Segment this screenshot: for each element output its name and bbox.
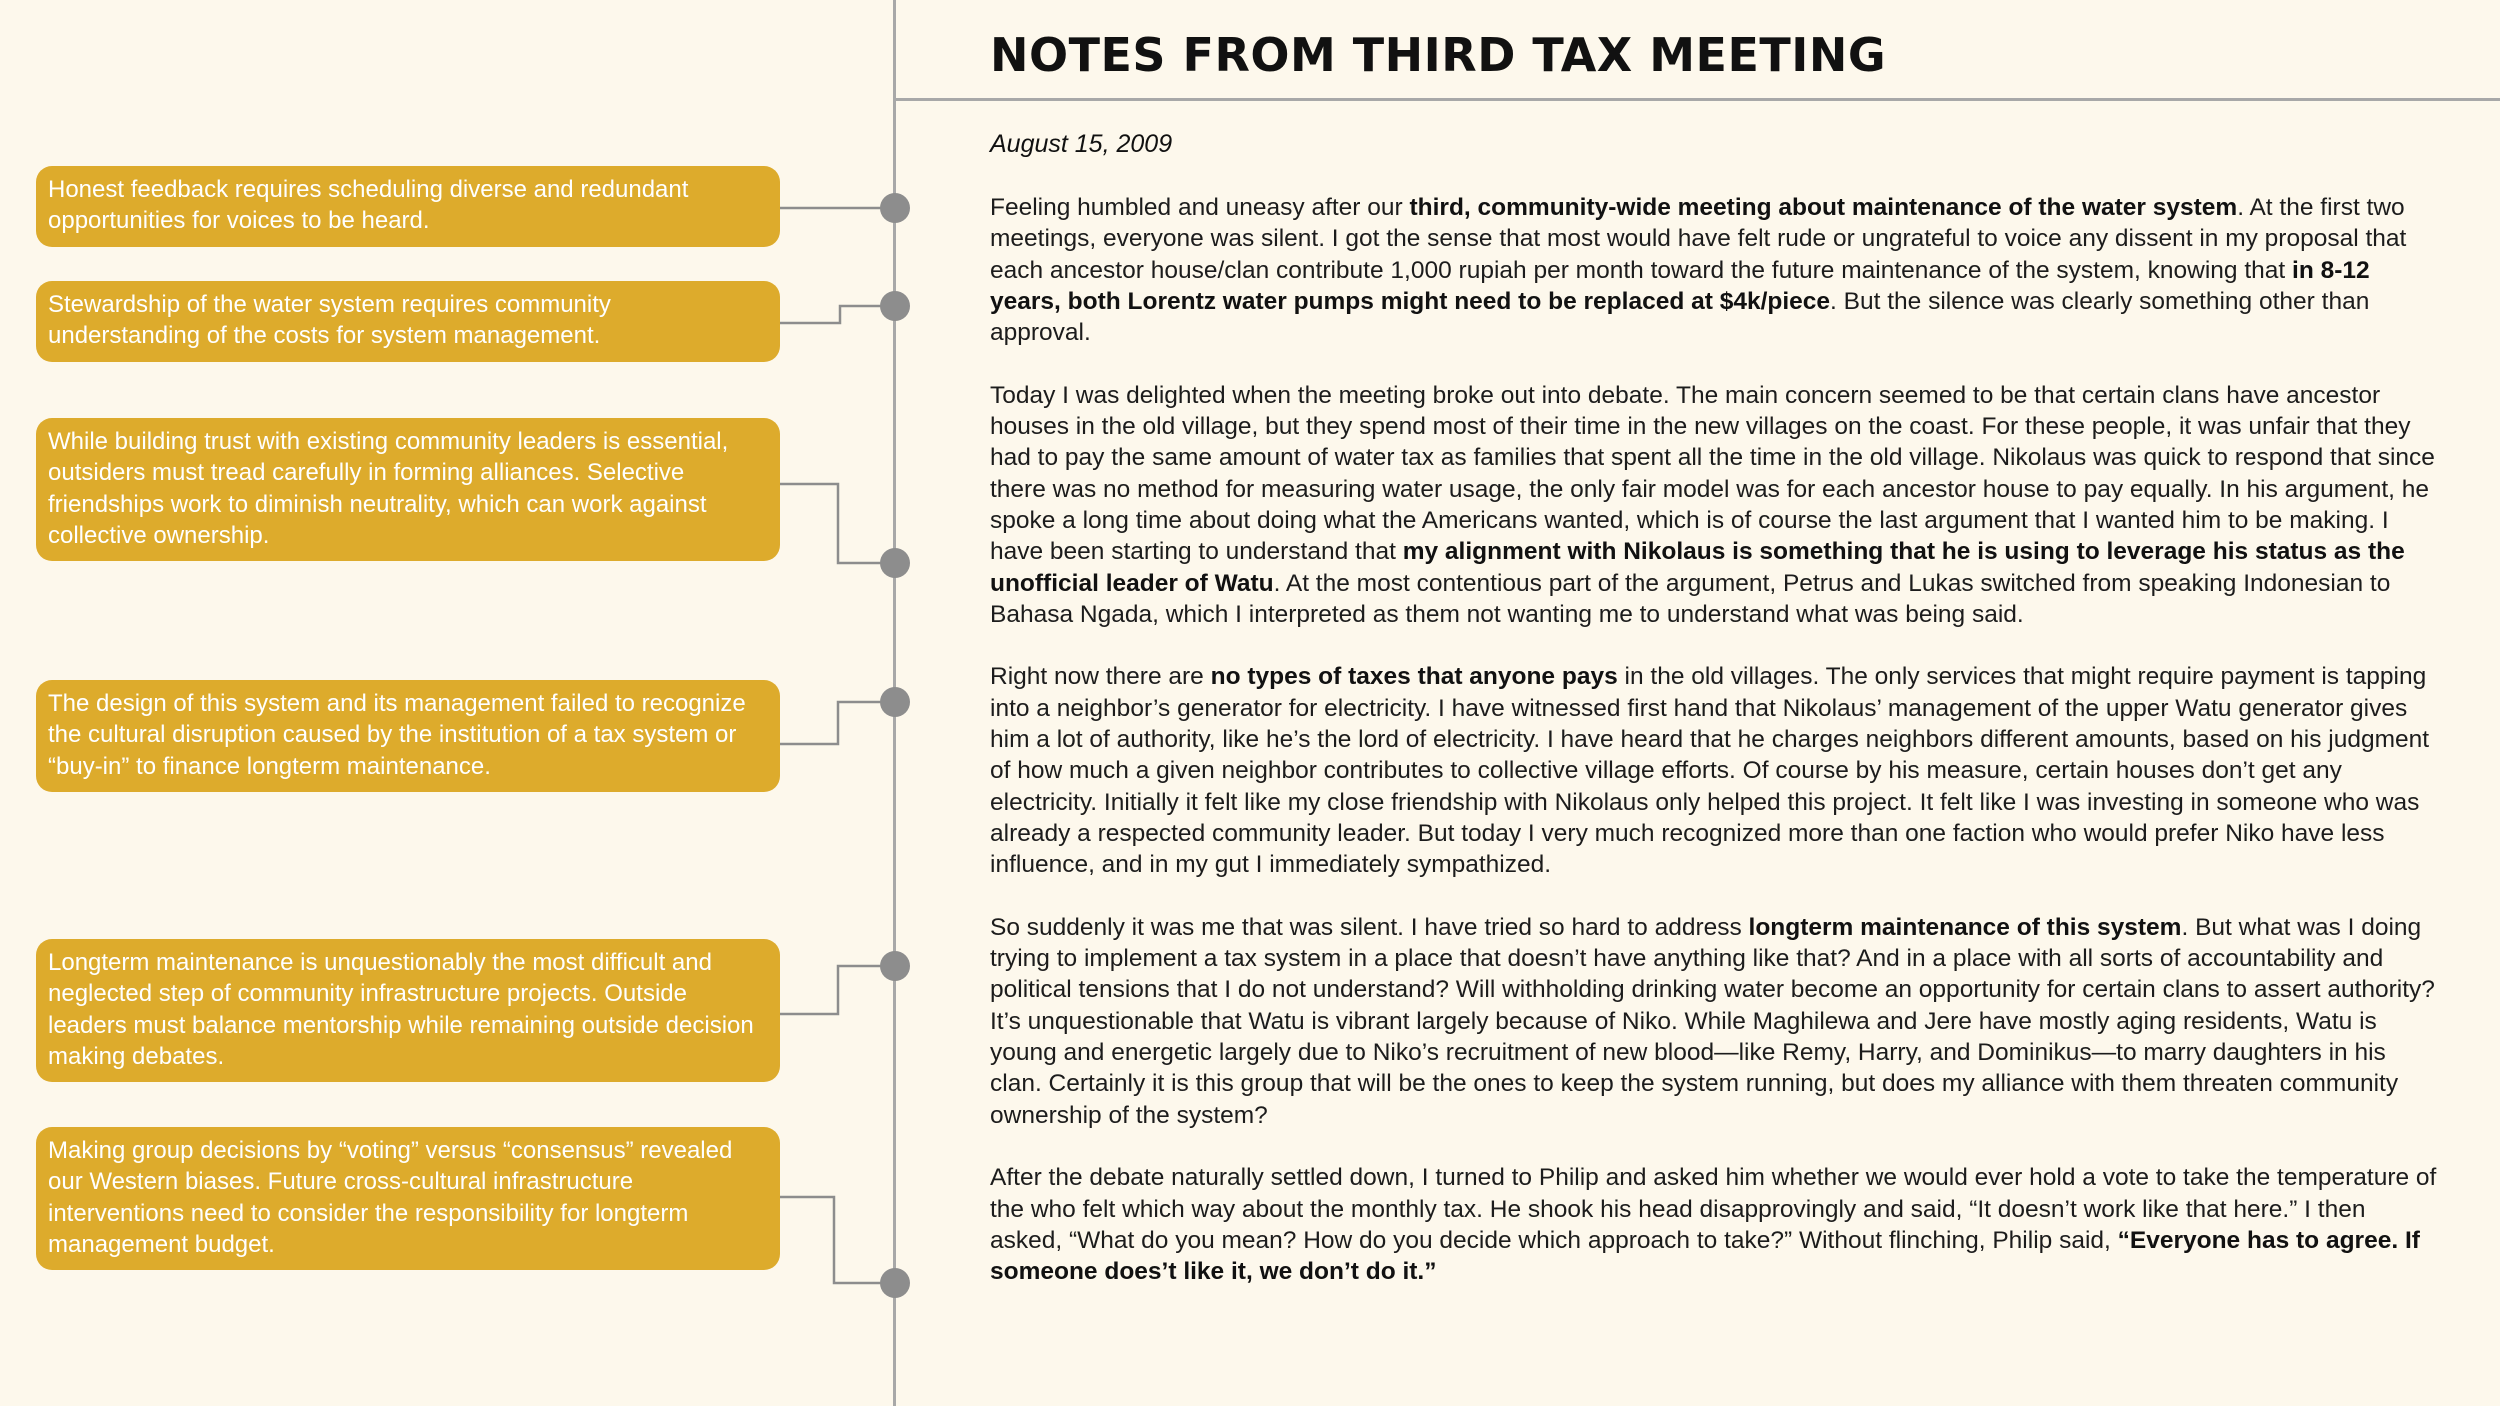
- emphasis-text: in 8-12 years, both Lorentz water pumps might need to be replaced at $4k/piece: [990, 256, 2370, 315]
- journal-paragraph: [990, 380, 2440, 630]
- connector-6: [780, 1197, 895, 1283]
- body-text: Feeling humbled and uneasy after our: [990, 194, 1410, 221]
- body-text: So suddenly it was me that was silent. I have tried so hard to address: [990, 913, 1749, 941]
- emphasis-text: third, community-wide meeting about maintenance of the water system: [1409, 194, 2238, 221]
- body-text: . At the most contentious part of the argument, Petrus and Lukas switched from speaking Indonesian to Bahasa Ngada, which I interpreted as them not wanting me to understand what was being said.: [990, 569, 2391, 628]
- timeline-dot: [880, 291, 910, 321]
- insight-callout: Longterm maintenance is unquestionably the most difficult and neglected step of community infrastructure projects. Outside leaders must balance mentorship while remaining outside decision making debates.: [36, 939, 780, 1082]
- timeline-dot: [880, 548, 910, 578]
- body-text: . At the first two meetings, everyone was silent. I got the sense that most would have felt rude or ungrateful to voice any dissent in my proposal that each ancestor house/clan contribute 1,000 rupiah per month toward the future maintenance of the system, knowing that: [990, 194, 2407, 284]
- journal-paragraph: [990, 1162, 2440, 1287]
- insight-callout: While building trust with existing community leaders is essential, outsiders must tread carefully in forming alliances. Selective friendships work to diminish neutrality, which can work against collective ownership.: [36, 418, 780, 561]
- emphasis-text: my alignment with Nikolaus is something that he is using to leverage his status as the unofficial leader of Watu: [990, 538, 2405, 597]
- journal-paragraph: [990, 912, 2440, 1131]
- body-text: After the debate naturally settled down, I turned to Philip and asked him whether we would ever hold a vote to take the temperature of the who felt which way about the monthly tax. He shook his head disapprovingly and said, “It doesn’t work like that here.” I then asked, “What do you mean? How do you decide which approach to take?” Without flinching, Philip said,: [990, 1164, 2437, 1254]
- journal-paragraph: [990, 192, 2440, 348]
- emphasis-text: “Everyone has to agree. If someone does’t like it, we don’t do it.”: [990, 1226, 2420, 1286]
- connector-4: [780, 702, 895, 744]
- insight-callout: Making group decisions by “voting” versus “consensus” revealed our Western biases. Future cross-cultural infrastructure interventions need to consider the responsibility for longterm management budget.: [36, 1127, 780, 1270]
- connector-3: [780, 484, 895, 563]
- body-text: Today I was delighted when the meeting broke out into debate. The main concern seemed to be that certain clans have ancestor houses in the old village, but they spend most of their time in the new villages on the coast. For these people, it was unfair that they had to pay the same amount of water tax as families that spent all the time in the old village. Nikolaus was quick to respond that since there was no method for measuring water usage, the only fair model was for each ancestor house to pay equally. In his argument, he spoke a long time about doing what the Americans wanted, which is of course the last argument that I wanted him to be making. I have been starting to understand that: [990, 381, 2435, 566]
- insight-callout: The design of this system and its management failed to recognize the cultural disruption caused by the institution of a tax system or “buy-in” to finance longterm maintenance.: [36, 680, 780, 792]
- entry-date: August 15, 2009: [990, 130, 1173, 158]
- emphasis-text: no types of taxes that anyone pays: [1210, 663, 1618, 691]
- connector-2: [780, 306, 895, 323]
- journal-body: [990, 192, 2440, 1319]
- body-text: . But what was I doing trying to implement a tax system in a place that doesn’t have anything like that? And in a place with all sorts of accountability and political tensions that I do not understand? Will withholding drinking water become an opportunity for certain clans to assert authority? It’s unquestionable that Watu is vibrant largely because of Niko. While Maghilewa and Jere have mostly aging residents, Watu is young and energetic largely due to Niko’s recruitment of new blood—like Remy, Harry, and Dominikus—to marry daughters in his clan. Certainly it is this group that will be the ones to keep the system running, but does my alliance with them threaten community ownership of the system?: [990, 913, 2435, 1129]
- insight-callout: Honest feedback requires scheduling diverse and redundant opportunities for voices to be heard.: [36, 166, 780, 247]
- journal-paragraph: [990, 661, 2440, 880]
- emphasis-text: longterm maintenance of this system: [1748, 913, 2182, 941]
- timeline-dot: [880, 193, 910, 223]
- body-text: Right now there are: [990, 663, 1211, 691]
- page-title: NOTES FROM THIRD TAX MEETING: [990, 28, 1887, 82]
- body-text: in the old villages. The only services that might require payment is tapping into a neighbor’s generator for electricity. I have witnessed first hand that Nikolaus’ management of the upper Watu generator gives him a lot of authority, like he’s the lord of electricity. I have heard that he charges neighbors different amounts, based on his judgment of how much a given neighbor contributes to collective village efforts. Of course by his measure, certain houses don’t get any electricity. Initially it felt like my close friendship with Nikolaus only helped this project. It felt like I was investing in someone who was already a respected community leader. But today I very much recognized more than one faction who would prefer Niko have less influence, and in my gut I immediately sympathized.: [990, 663, 2430, 879]
- connector-5: [780, 966, 895, 1014]
- body-text: . But the silence was clearly something other than approval.: [990, 287, 2370, 347]
- timeline-dot: [880, 687, 910, 717]
- insight-callout: Stewardship of the water system requires community understanding of the costs for system management.: [36, 281, 780, 362]
- timeline-dot: [880, 951, 910, 981]
- timeline-dot: [880, 1268, 910, 1298]
